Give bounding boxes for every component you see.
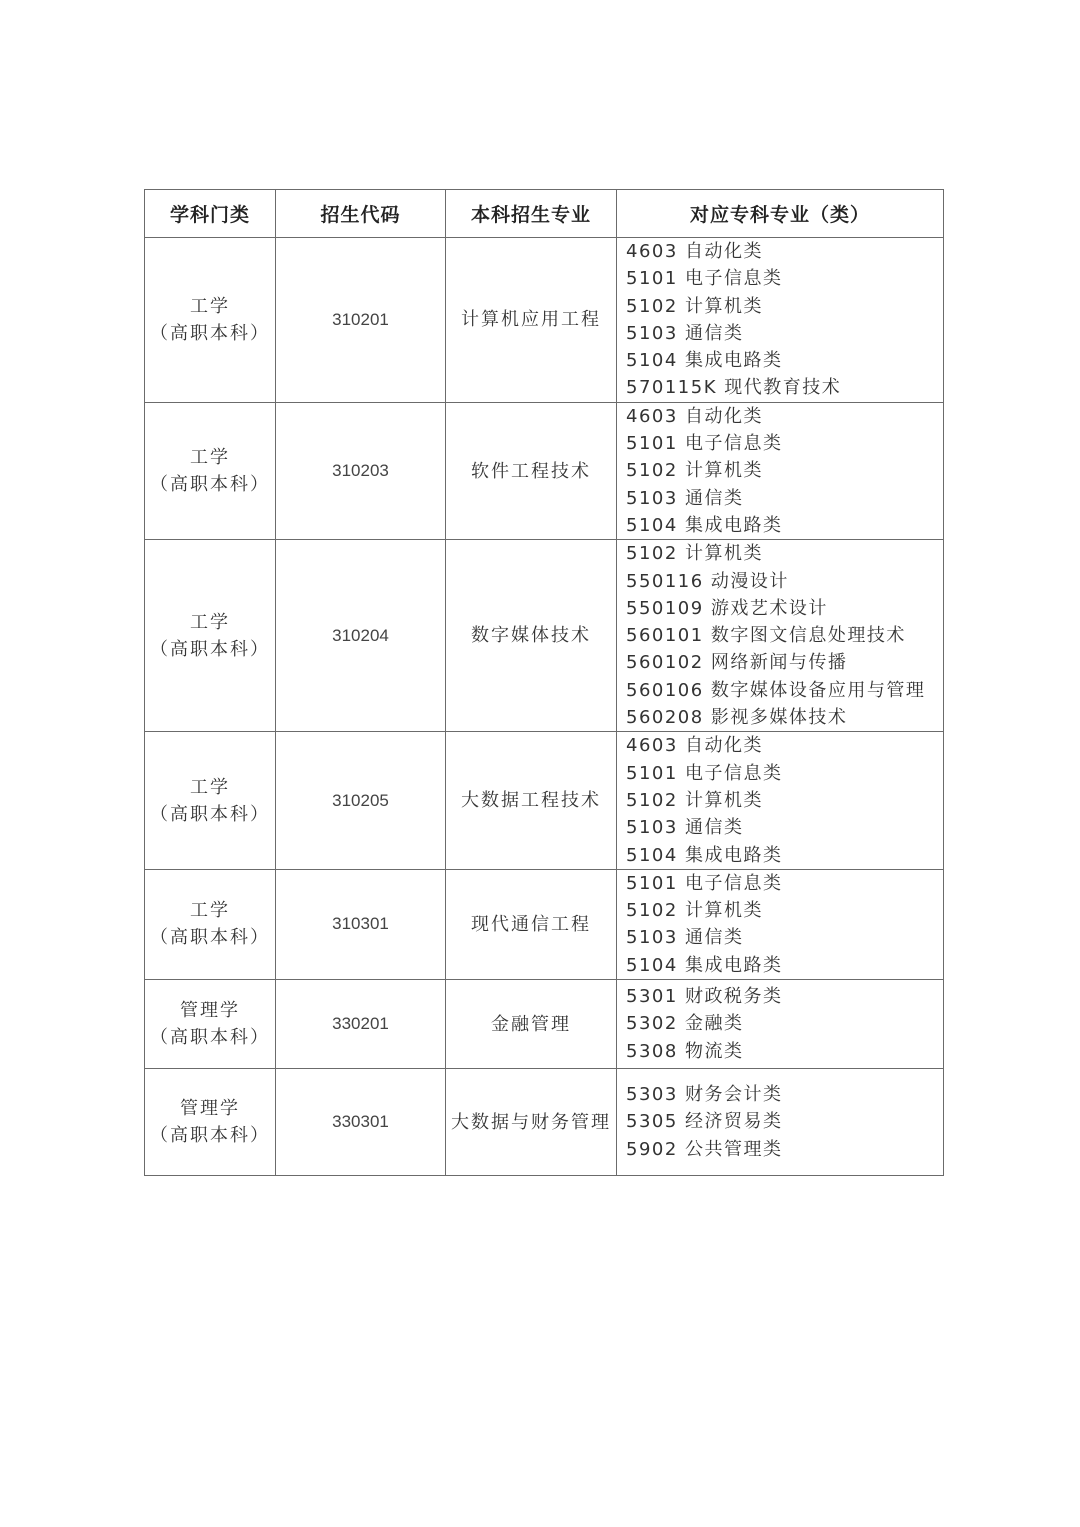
category-subtitle: （高职本科） <box>150 638 270 660</box>
category-subtitle: （高职本科） <box>150 927 270 949</box>
table-row <box>145 402 944 539</box>
header-row <box>145 190 944 238</box>
table-row <box>145 869 944 979</box>
specialty-item: 560106 数字媒体设备应用与管理 <box>626 679 926 701</box>
specialty-item: 560102 网络新闻与传播 <box>626 652 848 674</box>
category-name: 工学 <box>190 611 230 633</box>
specialty-item: 550109 游戏艺术设计 <box>626 597 828 619</box>
specialty-item: 5101 电子信息类 <box>626 872 783 894</box>
specialties-list <box>626 238 943 402</box>
enrollment-code-cell: 310203 <box>276 402 446 539</box>
specialty-item: 5308 物流类 <box>626 1040 744 1062</box>
major-cell: 现代通信工程 <box>446 869 617 979</box>
specialty-item: 5103 通信类 <box>626 322 744 344</box>
specialty-item: 5102 计算机类 <box>626 543 764 565</box>
enrollment-code-cell: 310204 <box>276 540 446 732</box>
specialties-list <box>626 1081 943 1163</box>
category-cell <box>145 869 276 979</box>
specialty-item: 5104 集成电路类 <box>626 954 783 976</box>
specialties-list <box>626 540 943 731</box>
category-cell <box>145 238 276 403</box>
enrollment-code-cell: 330301 <box>276 1069 446 1176</box>
specialty-item: 5305 经济贸易类 <box>626 1111 783 1133</box>
category-name: 管理学 <box>180 1000 240 1022</box>
category-subtitle: （高职本科） <box>150 803 270 825</box>
specialty-item: 5101 电子信息类 <box>626 762 783 784</box>
specialty-item: 4603 自动化类 <box>626 241 764 262</box>
specialty-item: 5102 计算机类 <box>626 900 764 922</box>
table-row <box>145 732 944 869</box>
header-specialties: 对应专科专业（类） <box>617 190 944 238</box>
specialty-item: 5102 计算机类 <box>626 460 764 482</box>
category-name: 管理学 <box>180 1098 240 1120</box>
specialties-cell <box>617 1069 944 1176</box>
header-category: 学科门类 <box>145 190 276 238</box>
major-cell: 数字媒体技术 <box>446 540 617 732</box>
specialty-item: 5102 计算机类 <box>626 295 764 317</box>
specialties-cell <box>617 402 944 539</box>
specialties-cell <box>617 980 944 1069</box>
specialty-item: 5103 通信类 <box>626 927 744 949</box>
category-subtitle: （高职本科） <box>150 322 270 344</box>
enrollment-code-cell: 330201 <box>276 980 446 1069</box>
specialties-cell <box>617 732 944 869</box>
specialties-list <box>626 983 943 1065</box>
specialty-item: 5303 财务会计类 <box>626 1084 783 1106</box>
category-name: 工学 <box>190 900 230 922</box>
specialties-list <box>626 732 943 868</box>
major-cell: 金融管理 <box>446 980 617 1069</box>
specialty-item: 5103 通信类 <box>626 817 744 839</box>
table-row <box>145 540 944 732</box>
specialty-item: 5104 集成电路类 <box>626 514 783 536</box>
major-cell: 大数据工程技术 <box>446 732 617 869</box>
specialties-cell <box>617 238 944 403</box>
category-cell <box>145 540 276 732</box>
major-cell: 计算机应用工程 <box>446 238 617 403</box>
enrollment-code-cell: 310205 <box>276 732 446 869</box>
table-header <box>145 190 944 238</box>
major-cell: 软件工程技术 <box>446 402 617 539</box>
specialty-item: 560208 影视多媒体技术 <box>626 707 848 729</box>
table-row <box>145 1069 944 1176</box>
specialty-item: 5902 公共管理类 <box>626 1138 783 1160</box>
category-cell <box>145 402 276 539</box>
table-body <box>145 238 944 1176</box>
enrollment-code-cell: 310301 <box>276 869 446 979</box>
table-row <box>145 238 944 403</box>
specialty-item: 5101 电子信息类 <box>626 433 783 455</box>
specialty-item: 5104 集成电路类 <box>626 350 783 372</box>
specialty-item: 560101 数字图文信息处理技术 <box>626 625 906 647</box>
header-major: 本科招生专业 <box>446 190 617 238</box>
header-code: 招生代码 <box>276 190 446 238</box>
category-name: 工学 <box>190 295 230 317</box>
specialty-item: 5104 集成电路类 <box>626 844 783 866</box>
category-cell <box>145 980 276 1069</box>
category-subtitle: （高职本科） <box>150 1027 270 1049</box>
specialty-item: 5103 通信类 <box>626 487 744 509</box>
category-name: 工学 <box>190 447 230 469</box>
category-subtitle: （高职本科） <box>150 474 270 496</box>
specialty-item: 550116 动漫设计 <box>626 570 789 592</box>
specialty-item: 5302 金融类 <box>626 1013 744 1035</box>
majors-table <box>144 189 944 1176</box>
specialty-item: 4603 自动化类 <box>626 735 764 757</box>
specialty-item: 5102 计算机类 <box>626 789 764 811</box>
category-cell <box>145 1069 276 1176</box>
category-subtitle: （高职本科） <box>150 1125 270 1147</box>
specialty-item: 570115K 现代教育技术 <box>626 377 842 399</box>
specialties-list <box>626 870 943 979</box>
specialty-item: 4603 自动化类 <box>626 405 764 427</box>
specialties-cell <box>617 869 944 979</box>
category-cell <box>145 732 276 869</box>
specialty-item: 5101 电子信息类 <box>626 268 783 290</box>
enrollment-code-cell: 310201 <box>276 238 446 403</box>
table-row <box>145 980 944 1069</box>
category-name: 工学 <box>190 776 230 798</box>
specialties-cell <box>617 540 944 732</box>
major-cell: 大数据与财务管理 <box>446 1069 617 1176</box>
specialties-list <box>626 403 943 539</box>
specialty-item: 5301 财政税务类 <box>626 986 783 1008</box>
